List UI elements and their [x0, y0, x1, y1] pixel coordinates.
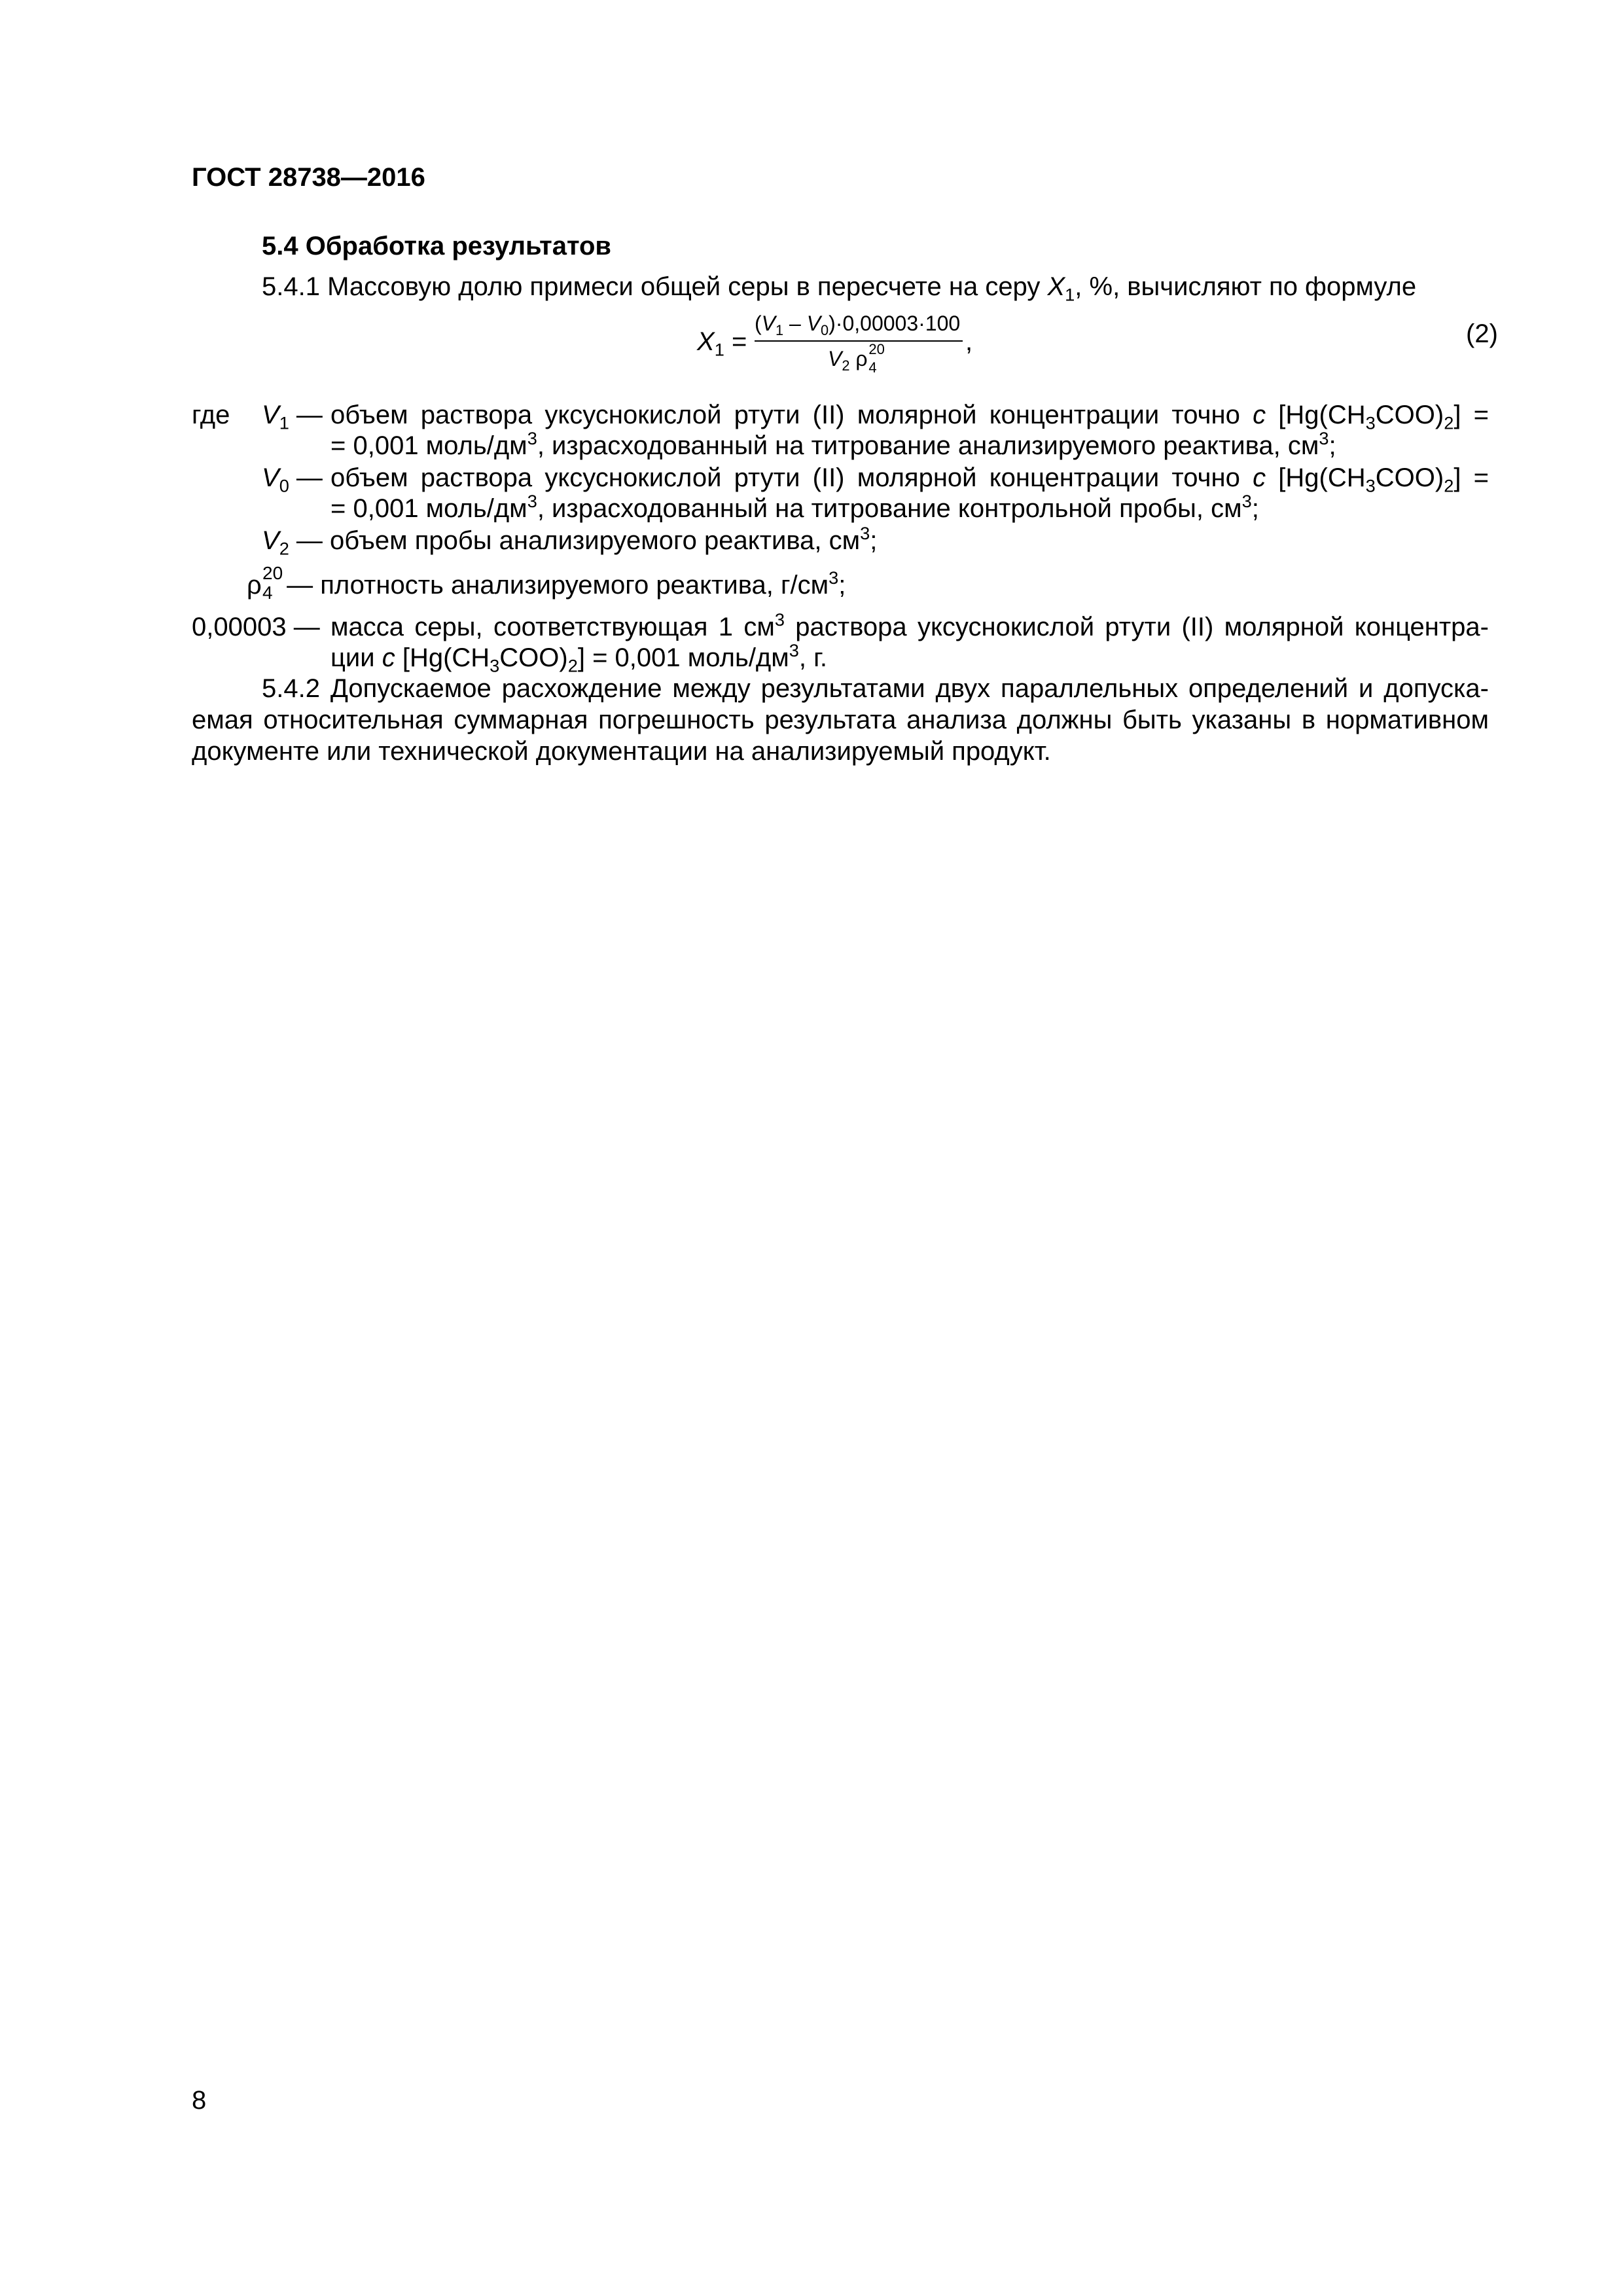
fraction-bar: [755, 340, 963, 342]
paragraph-5-4-2-line2: емая относительная суммарная погрешность результата анализа должны быть указаны в нормативном: [192, 706, 1489, 734]
formula-2: [697, 309, 1024, 381]
formula-denominator: $V_2$ ρ 20 4: [828, 341, 885, 376]
paragraph-5-4-2-line3: документе или технической документации на анализируемый продукт.: [192, 737, 1051, 766]
formula-lhs: $X_1$ =: [697, 327, 747, 360]
document-code: ГОСТ 28738—2016: [192, 163, 425, 192]
paragraph-5-4-1: 5.4.1 Массовую долю примеси общей серы в пересчете на серу $X_1$, %, вычисляют по формуле: [262, 272, 1417, 305]
where-label: где: [192, 401, 230, 429]
legend-mass-line2: ции c $[Hg(CH_3COO)_2] = 0,001$ моль/$дм^3$, г.: [330, 640, 827, 676]
formula-comma: ,: [965, 327, 973, 356]
legend-v0-symbol: $V_0$ —: [262, 463, 323, 496]
formula-number: (2): [1466, 319, 1498, 348]
legend-v2: $V_2$ — объем пробы анализируемого реактива, $см^3$;: [262, 523, 878, 559]
section-heading: 5.4 Обработка результатов: [262, 232, 612, 260]
legend-rho: ρ 20 4 — плотность анализируемого реактива, $г/см^3$;: [247, 563, 846, 603]
legend-v1-line1: объем раствора уксуснокислой ртути (II) молярной концентрации точно c $[Hg(CH_3COO)_2]$ =: [330, 401, 1489, 433]
formula-numerator: $(V_1 - V_0)\cdot 0,00003\cdot 100$: [755, 312, 961, 338]
paragraph-5-4-2-line1: 5.4.2 Допускаемое расхождение между результатами двух параллельных определений и допуска-: [262, 674, 1489, 703]
legend-v0-line2: = 0,001 моль/$дм^3$, израсходованный на титрование контрольной пробы, $см^3$;: [330, 491, 1259, 523]
legend-v1-symbol: $V_1$ —: [262, 401, 323, 433]
legend-v0-line1: объем раствора уксуснокислой ртути (II) молярной концентрации точно c $[Hg(CH_3COO)_2]$ =: [330, 463, 1489, 496]
legend-mass-line1: масса серы, соответствующая 1 $см^3$ раствора уксуснокислой ртути (II) молярной концентра-: [330, 609, 1489, 641]
legend-v1-line2: = 0,001 моль/$дм^3$, израсходованный на титрование анализируемого реактива, $см^3$;: [330, 428, 1336, 460]
page-number: 8: [192, 2086, 207, 2115]
legend-mass-symbol: 0,00003 —: [192, 613, 320, 641]
